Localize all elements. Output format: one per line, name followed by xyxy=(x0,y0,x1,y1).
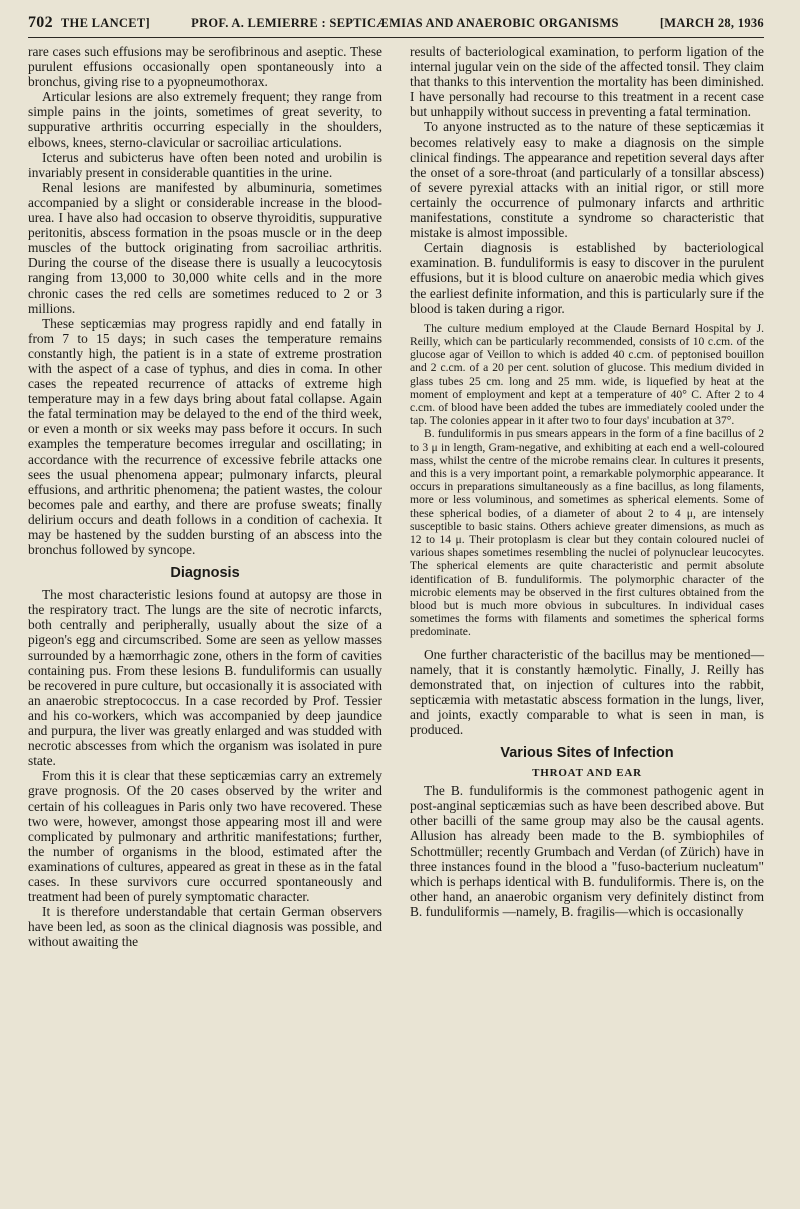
journal-name: THE LANCET] xyxy=(60,16,150,30)
subsection-heading: THROAT AND EAR xyxy=(532,767,642,780)
paragraph: Certain diagnosis is established by bacteriological examination. B. funduliformis is easy to discover in the purulent effusions, but it is blood culture on anaerobic media which gives the earliest definite information, and this is particularly sure if the blood is taken during a rigor. xyxy=(410,240,764,316)
paragraph: The most characteristic lesions found at autopsy are those in the respiratory tract. The lungs are the site of necrotic infarcts, both centrally and peripherally, usually about the size of a pigeon's egg and circumscribed. Some are seen as yellow masses surrounded by a hæmorrhagic zone, others in the form of cavities containing pus. From these lesions B. funduliformis can usually be recovered in pure culture, but occasionally it is associated with an anaerobic streptococcus. In a case recorded by Prof. Tessier and his co-workers, which was accompanied by deep jaundice and purpura, the liver was greatly enlarged and was studded with necrotic abscesses from which the organism was isolated in pure state. xyxy=(28,587,382,769)
section-heading: Diagnosis xyxy=(170,565,240,582)
paragraph: One further characteristic of the bacillus may be mentioned—namely, that it is constantly hæmolytic. Finally, J. Reilly has demonstrated that, on injection of cultures into the rabbit, septicæmia with metastatic abscess formation in the lungs, liver, and joints, exactly comparable to what is seen in man, is produced. xyxy=(410,646,764,738)
running-title: PROF. A. LEMIERRE : SEPTICÆMIAS AND ANAEROBIC ORGANISMS xyxy=(191,16,619,30)
paragraph: Icterus and subicterus have often been noted and urobilin is invariably present in considerable quantities in the urine. xyxy=(28,149,382,180)
left-column xyxy=(28,44,382,949)
paragraph: It is therefore understandable that certain German observers have been led, as soon as the clinical diagnosis was possible, and without awaiting the xyxy=(28,904,382,950)
paragraph: results of bacteriological examination, to perform ligation of the internal jugular vein on the side of the affected tonsil. They claim that thanks to this intervention the mortality has been diminished. I have personally had recourse to this treatment in a recent case but unhappily without success in preventing a fatal termination. xyxy=(410,44,764,120)
paragraph: From this it is clear that these septicæmias carry an extremely grave prognosis. Of the 20 cases observed by the writer and certain of his colleagues in Paris only two have recovered. These two were, however, amongst those appearing most ill and were complicated by pulmonary and arthritic manifestations; further, the number of organisms in the blood, estimated after the examinations of cultures, appeared as great in these as in the fatal cases. In these survivors cure occurred spontaneously and treatment had been of purely symptomatic character. xyxy=(28,768,382,905)
paragraph: Renal lesions are manifested by albuminuria, sometimes accompanied by a slight or considerable increase in the blood-urea. I have also had occasion to observe thyroiditis, suppurative peritonitis, abscess formation in the psoas muscle or in the deep muscles of the buttock originating from sacroiliac arthritis. During the course of the disease there is usually a leucocytosis ranging from 13,000 to 30,000 white cells and in the more chronic cases the red cells are sometimes reduced to 2 or 3 millions. xyxy=(28,179,382,316)
page-number: 702 xyxy=(28,14,53,31)
section-heading: Various Sites of Infection xyxy=(500,745,674,762)
right-column xyxy=(410,44,764,949)
small-paragraph: The culture medium employed at the Claude Bernard Hospital by J. Reilly, which can be particularly recommended, consists of 10 c.cm. of the glucose agar of Veillon to which is added 40 c.cm. of peptonised bouillon and 2 c.cm. of a 20 per cent. solution of glucose. This medium divided in glass tubes 25 cm. long and 25 mm. wide, is liquefied by heat at the moment of employment and kept at a temperature of 40° C. After 2 to 4 c.cm. of blood have been added the tubes are immediately cooled under the tap. The colonies appear in it after two to four days' incubation at 37°. xyxy=(410,321,764,428)
paragraph: rare cases such effusions may be serofibrinous and aseptic. These purulent effusions occasionally open spontaneously into a bronchus, giving rise to a pyopneumothorax. xyxy=(28,44,382,90)
paragraph: To anyone instructed as to the nature of these septicæmias it becomes relatively easy to make a diagnosis on the simple clinical findings. The appearance and repetition several days after the onset of a sore-throat (and particularly of a tonsillar abscess) of severe pyrexial attacks with an initial rigor, or still more certainly the occurrence of pulmonary infarcts and arthritic manifestations, constitute a syndrome so characteristic that mistake is almost impossible. xyxy=(410,119,764,241)
running-header xyxy=(28,14,764,38)
issue-date: [MARCH 28, 1936 xyxy=(659,16,764,30)
small-print-block xyxy=(410,322,764,639)
small-paragraph: B. funduliformis in pus smears appears in the form of a fine bacillus of 2 to 3 μ in length, Gram-negative, and exhibiting at each end a well-coloured mass, whilst the centre of the microbe remains clear. In cultures it presents, and this is a very important point, a remarkable polymorphic appearance. It occurs in preparations simultaneously as a fine bacillus, as long filaments, more or less voluminous, and sometimes as spherical elements. Some of these spherical bodies, of a diameter of about 2 to 4 μ, are intensely susceptible to basic stains. Others achieve greater dimensions, as much as 12 to 14 μ. Their protoplasm is clear but they contain coloured nuclei of various shapes sometimes resembling the nuclei of polynuclear leucocytes. The spherical elements are quite characteristic and permit absolute identification of B. funduliformis. The polymorphic character of the microbic elements may be observed in the first cultures obtained from the blood but is much more obvious in subcultures. In individual cases sometimes the forms with filaments and sometimes the spherical forms predominate. xyxy=(410,427,764,639)
paragraph: Articular lesions are also extremely frequent; they range from simple pains in the joints, sometimes of great severity, to suppurative arthritis occurring especially in the shoulders, elbows, knees, sterno-clavicular or sacroiliac articulations. xyxy=(28,89,382,150)
paragraph: The B. funduliformis is the commonest pathogenic agent in post-anginal septicæmias such as have been described above. But other bacilli of the same group may also be the causal agents. Allusion has already been made to the B. symbiophiles of Schottmüller; recently Grumbach and Verdan (of Zürich) have in three instances found in the blood a "fuso-bacterium nucleatum" which is perhaps identical with B. funduliformis. There is, on the other hand, an anaerobic organism very definitely distinct from B. funduliformis —namely, B. fragilis—which is occasionally xyxy=(410,783,764,919)
paragraph: These septicæmias may progress rapidly and end fatally in from 7 to 15 days; in such cases the temperature remains constantly high, the patient is in a state of extreme prostration with the aspect of a case of typhus, and dies in coma. In other cases the repeated recurrence of attacks of extreme high temperature may in a few days bring about fatal collapse. Again the fatal termination may be delayed to the end of the third week, or even a month or six weeks may pass before it occurs. In such examples the temperature becomes irregular and oscillating; in accordance with the recurrence of excessive febrile attacks one sees the usual phenomena appear; pulmonary infarcts, pleural effusions, and arthritic phenomena; the patient wastes, the colour becomes pale and earthy, and there are profuse sweats; finally delirium occurs and death follows in a condition of cachexia. It may be hastened by the sudden bursting of an abscess into the bronchus followed by syncope. xyxy=(28,315,382,558)
